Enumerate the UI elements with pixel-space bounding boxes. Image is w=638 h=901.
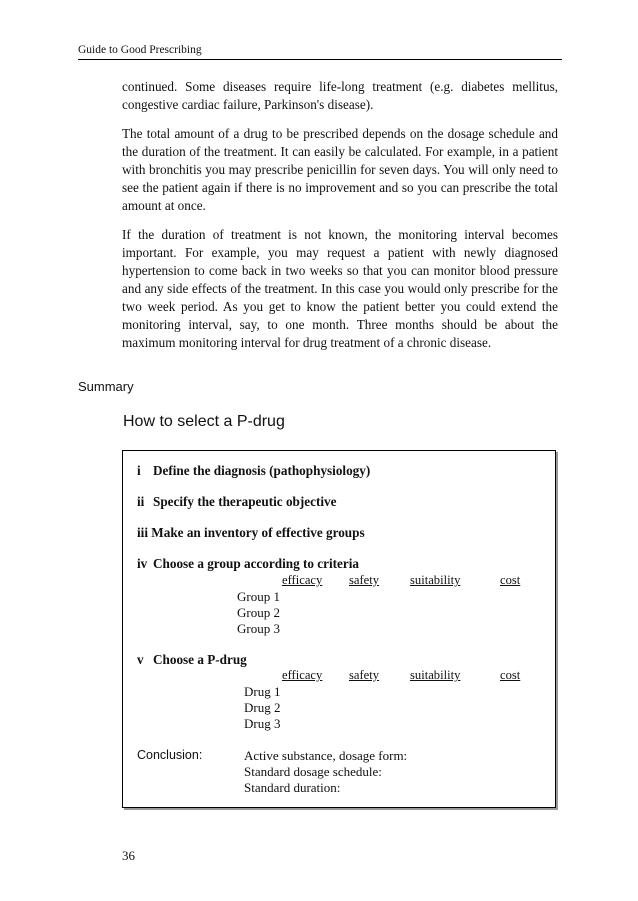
criterion-cost: cost [500, 573, 521, 587]
step-number: i [137, 463, 141, 478]
step-text: Choose a group according to criteria [153, 556, 359, 571]
step-number: iii [137, 525, 148, 540]
criterion-cost: cost [500, 668, 521, 682]
step-text: Define the diagnosis (pathophysiology) [153, 463, 371, 478]
paragraph-2: The total amount of a drug to be prescribed depends on the dosage schedule and the duration of the treatment. It can easily be calculated. For example, in a patient with bronchitis you may prescribe penicillin for seven days. You will only need to see the patient again if there is no improvement and so you can prescribe the total amount at once. [122, 126, 558, 213]
step-ii [137, 494, 336, 510]
drug-row: Drug 3 [244, 716, 281, 731]
conclusion-line: Standard duration: [244, 780, 341, 795]
step-number: v [137, 652, 144, 667]
paragraph-1: continued. Some diseases require life-long treatment (e.g. diabetes mellitus, congestive cardiac failure, Parkinson's disease). [122, 79, 558, 112]
summary-label: Summary [78, 379, 134, 394]
criterion-suitability: suitability [410, 668, 461, 682]
header-rule [78, 59, 562, 60]
drug-row: Drug 2 [244, 700, 281, 715]
running-header: Guide to Good Prescribing [78, 44, 202, 56]
conclusion-line: Standard dosage schedule: [244, 764, 382, 779]
group-row: Group 3 [237, 621, 280, 636]
step-number: ii [137, 494, 145, 509]
page-number: 36 [122, 848, 135, 863]
step-iii [137, 525, 365, 541]
step-number: iv [137, 556, 148, 571]
step-text: Make an inventory of effective groups [151, 525, 365, 540]
conclusion-label: Conclusion: [137, 748, 203, 762]
criterion-efficacy: efficacy [282, 668, 323, 682]
conclusion-line: Active substance, dosage form: [244, 748, 408, 763]
step-v [137, 652, 247, 668]
group-row: Group 2 [237, 605, 280, 620]
paragraph-3: If the duration of treatment is not known, the monitoring interval becomes important. For example, you may request a patient with newly diagnosed hypertension to come back in two weeks so that you can monitor blood pressure and any side effects of the treatment. In this case you would only prescribe for the two week period. As you get to know the patient better you could extend the monitoring interval, say, to one month. Three months should be about the maximum monitoring interval for drug treatment of a chronic disease. [122, 227, 558, 350]
criterion-safety: safety [349, 668, 380, 682]
criterion-efficacy: efficacy [282, 573, 323, 587]
step-iv [137, 556, 359, 572]
group-row: Group 1 [237, 589, 280, 604]
summary-heading: How to select a P-drug [123, 413, 285, 430]
step-text: Specify the therapeutic objective [153, 494, 337, 509]
step-i [137, 463, 370, 479]
criterion-safety: safety [349, 573, 380, 587]
step-text: Choose a P-drug [153, 652, 247, 667]
drug-row: Drug 1 [244, 684, 281, 699]
criterion-suitability: suitability [410, 573, 461, 587]
